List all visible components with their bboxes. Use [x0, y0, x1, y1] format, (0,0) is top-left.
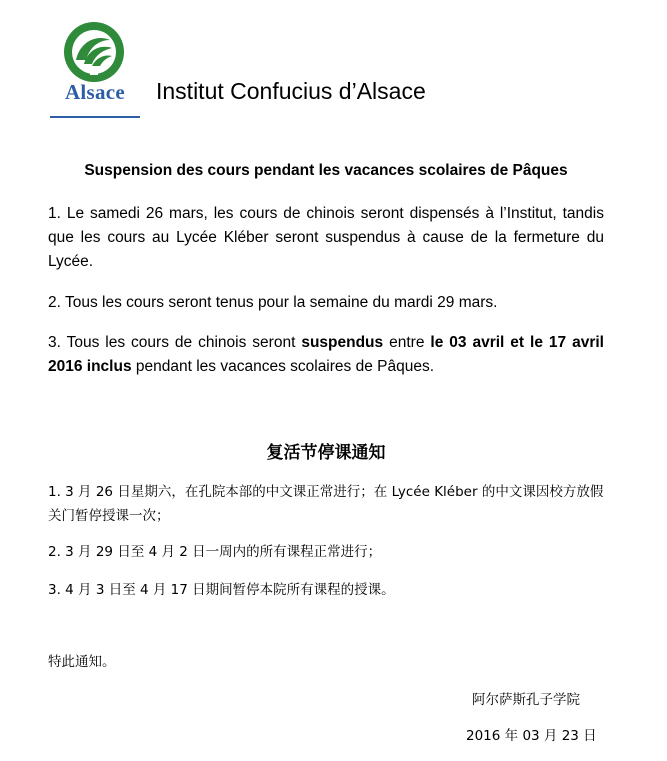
- chinese-item-1: 1. 3 月 26 日星期六，在孔院本部的中文课正常进行；在 Lycée Kléber 的中文课因校方放假关门暂停授课一次；: [48, 484, 604, 524]
- p3-dates: le 03 avril et le 17 avril 2016 inclus: [48, 334, 604, 375]
- p3-part-c: entre: [383, 334, 431, 351]
- french-paragraph-3: [48, 331, 604, 379]
- p3-part-e: pendant les vacances scolaires de Pâques.: [131, 358, 435, 375]
- chinese-notice: 特此通知。: [48, 654, 116, 670]
- institute-logo: [50, 20, 140, 104]
- chinese-item-3: 3. 4 月 3 日至 4 月 17 日期间暂停本院所有课程的授课。: [48, 582, 395, 598]
- p3-part-a: 3. Tous les cours de chinois seront: [48, 334, 302, 351]
- notice-date: 2016 年 03 月 23 日: [466, 728, 597, 744]
- p3-suspended: suspendus: [301, 334, 384, 351]
- confucius-logo-icon: [62, 20, 126, 84]
- french-paragraph-2: 2. Tous les cours seront tenus pour la semaine du mardi 29 mars.: [48, 294, 498, 311]
- institute-name: Institut Confucius d’Alsace: [156, 78, 426, 104]
- chinese-heading: 复活节停课通知: [266, 443, 386, 462]
- french-heading: Suspension des cours pendant les vacances scolaires de Pâques: [84, 162, 568, 179]
- french-paragraph-1: 1. Le samedi 26 mars, les cours de chinois seront dispensés à l’Institut, tandis que les cours au Lycée Kléber seront suspendus à cause de la fermeture du Lycée.: [48, 205, 604, 270]
- logo-underline: [50, 116, 140, 118]
- logo-word: Alsace: [64, 80, 126, 104]
- chinese-item-2: 2. 3 月 29 日至 4 月 2 日一周内的所有课程正常进行；: [48, 544, 382, 560]
- signature: 阿尔萨斯孔子学院: [472, 692, 580, 708]
